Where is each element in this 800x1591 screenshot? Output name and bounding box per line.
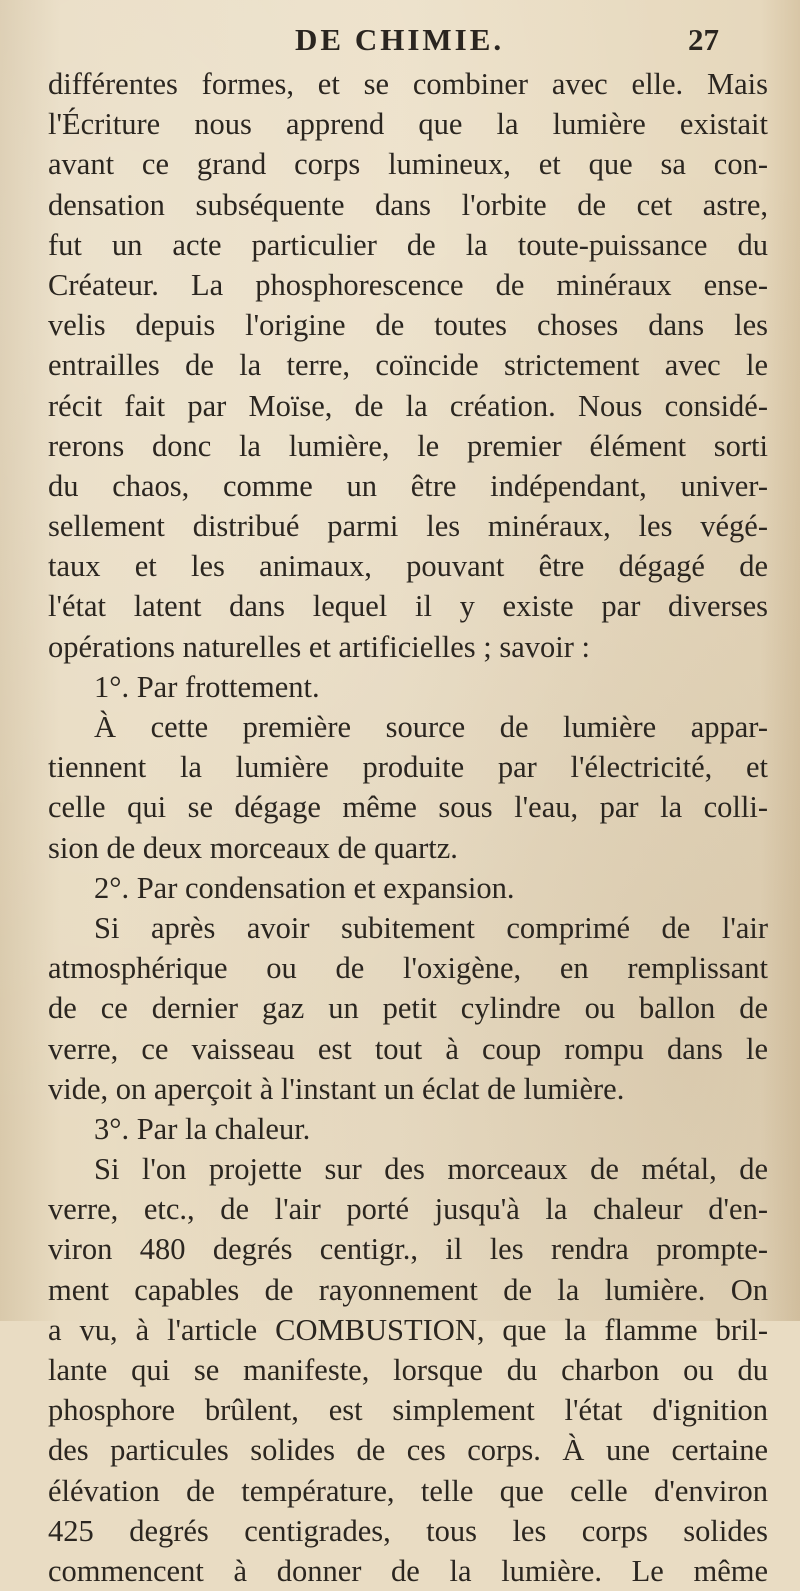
text-line: phosphore brûlent, est simplement l'état d'ignition bbox=[48, 1393, 768, 1428]
text-line: Si l'on projette sur des morceaux de métal, de bbox=[94, 1152, 768, 1187]
text-line: avant ce grand corps lumineux, et que sa con- bbox=[48, 147, 768, 182]
text-line: a vu, à l'article COMBUSTION, que la flamme bril- bbox=[48, 1312, 768, 1347]
text-line: ment capables de rayonnement de la lumière. On bbox=[48, 1272, 768, 1307]
page-header bbox=[0, 22, 800, 62]
text-line: rerons donc la lumière, le premier élément sorti bbox=[48, 428, 768, 463]
text-line: tiennent la lumière produite par l'électricité, et bbox=[48, 750, 768, 785]
section-heading: 2°. Par condensation et expansion. bbox=[94, 870, 515, 905]
page-number: 27 bbox=[688, 22, 719, 57]
text-line: des particules solides de ces corps. À une certaine bbox=[48, 1433, 768, 1468]
text-line: densation subséquente dans l'orbite de cet astre, bbox=[48, 187, 768, 222]
text-line: sion de deux morceaux de quartz. bbox=[48, 830, 458, 865]
text-line: différentes formes, et se combiner avec elle. Mais bbox=[48, 67, 768, 101]
text-line: verre, ce vaisseau est tout à coup rompu dans le bbox=[48, 1031, 768, 1066]
running-title: DE CHIMIE. bbox=[295, 22, 505, 57]
text-line: celle qui se dégage même sous l'eau, par la colli- bbox=[48, 790, 768, 825]
text-line: récit fait par Moïse, de la création. Nous considé- bbox=[48, 388, 768, 423]
text-line: vide, on aperçoit à l'instant un éclat de lumière. bbox=[48, 1071, 625, 1106]
text-line: l'Écriture nous apprend que la lumière existait bbox=[48, 107, 768, 142]
section-heading: 1°. Par frottement. bbox=[94, 669, 320, 704]
text-line: Créateur. La phosphorescence de minéraux ense- bbox=[48, 267, 768, 302]
text-line: atmosphérique ou de l'oxigène, en remplissant bbox=[48, 951, 768, 986]
text-line: opérations naturelles et artificielles ; savoir : bbox=[48, 629, 591, 664]
text-line: taux et les animaux, pouvant être dégagé de bbox=[48, 549, 768, 584]
text-line: viron 480 degrés centigr., il les rendra prompte- bbox=[48, 1232, 768, 1267]
text-line: élévation de température, telle que celle d'environ bbox=[48, 1473, 768, 1508]
text-line: l'état latent dans lequel il y existe par diverses bbox=[48, 589, 768, 624]
text-line: fut un acte particulier de la toute-puissance du bbox=[48, 227, 768, 262]
text-line: 425 degrés centigrades, tous les corps solides bbox=[48, 1513, 768, 1548]
text-line: entrailles de la terre, coïncide strictement avec le bbox=[48, 348, 768, 383]
text-line: verre, etc., de l'air porté jusqu'à la chaleur d'en- bbox=[48, 1192, 768, 1227]
text-line: sellement distribué parmi les minéraux, les végé- bbox=[48, 509, 768, 544]
body-text bbox=[48, 64, 768, 1591]
text-line: À cette première source de lumière appar- bbox=[94, 710, 768, 744]
text-line: velis depuis l'origine de toutes choses dans les bbox=[48, 308, 768, 343]
text-line: de ce dernier gaz un petit cylindre ou ballon de bbox=[48, 991, 768, 1026]
section-heading: 3°. Par la chaleur. bbox=[94, 1111, 311, 1146]
text-line: commencent à donner de la lumière. Le même bbox=[48, 1553, 768, 1588]
text-line: du chaos, comme un être indépendant, univer- bbox=[48, 468, 768, 503]
text-line: lante qui se manifeste, lorsque du charbon ou du bbox=[48, 1353, 768, 1387]
text-line: Si après avoir subitement comprimé de l'air bbox=[94, 910, 768, 945]
